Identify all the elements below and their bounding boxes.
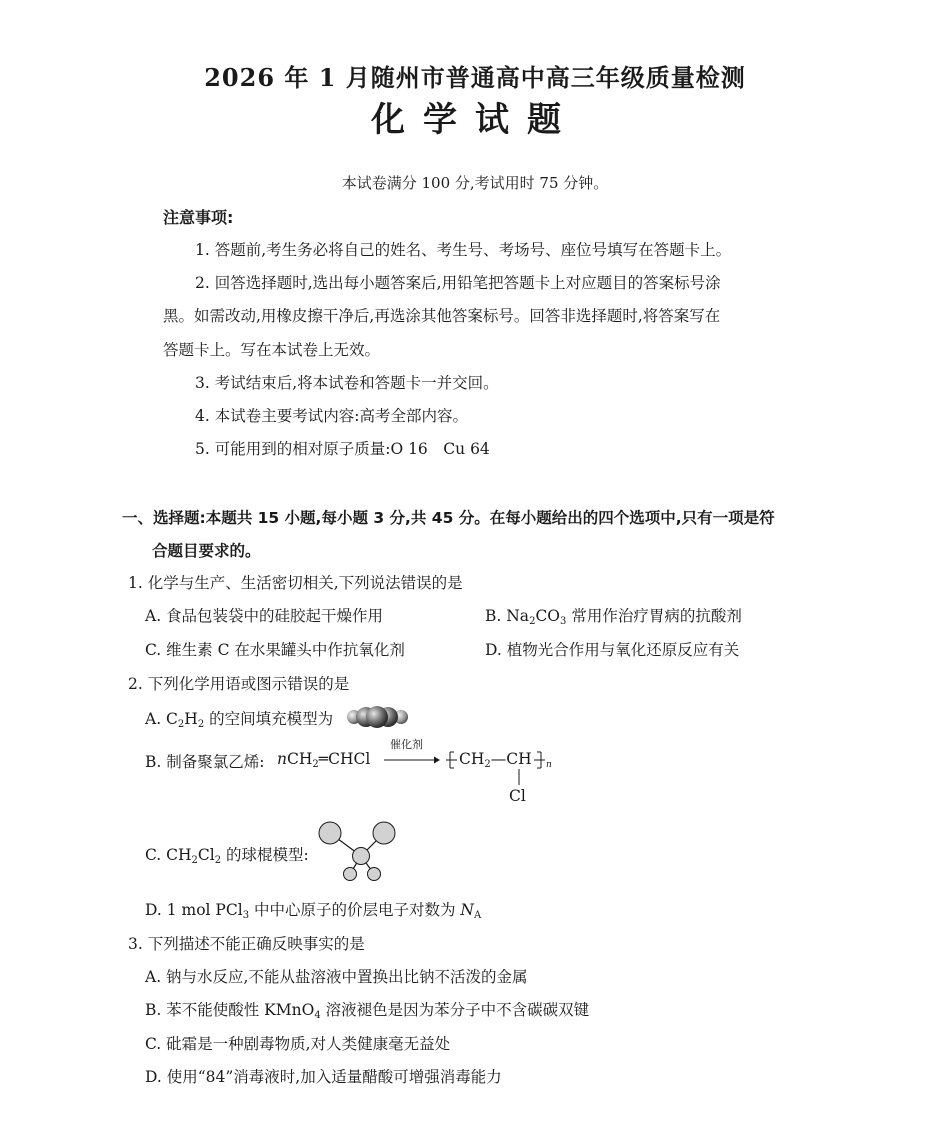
q3-stem: 3. 下列描述不能正确反映事实的是	[128, 935, 365, 953]
notice-item: 答题卡上。写在本试卷上无效。	[163, 341, 381, 359]
cl-bond-icon	[517, 769, 521, 785]
q2-stem: 2. 下列化学用语或图示错误的是	[128, 675, 350, 693]
notice-item: 5. 可能用到的相对原子质量:O 16 Cu 64	[195, 440, 490, 458]
reaction-arrow-icon	[384, 755, 440, 765]
q2-option-a: A. $C_2H_2$ 的空间填充模型为	[145, 710, 334, 730]
q3-option-d: D. 使用“84”消毒液时,加入适量醋酸可增强消毒能力	[145, 1068, 502, 1086]
section-heading-cont: 合题目要求的。	[152, 542, 261, 560]
notice-item: 3. 考试结束后,将本试卷和答题卡一并交回。	[195, 374, 499, 392]
q1-option-d: D. 植物光合作用与氧化还原反应有关	[485, 641, 740, 659]
catalyst-label: 催化剂	[390, 738, 423, 751]
exam-intro: 本试卷满分 100 分,考试用时 75 分钟。	[341, 174, 609, 192]
ch2cl2-ball-and-stick-model	[312, 818, 402, 884]
notice-item: 2. 回答选择题时,选出每小题答案后,用铅笔把答题卡上对应题目的答案标号涂	[195, 274, 721, 292]
q1-option-b: B. $Na_2CO_3$ 常用作治疗胃病的抗酸剂	[485, 607, 742, 627]
notice-item: 黑。如需改动,用橡皮擦干净后,再选涂其他答案标号。回答非选择题时,将答案写在	[163, 307, 721, 325]
polymer-bracket-left-icon	[444, 751, 458, 769]
q2-option-b-reactant: nCH$_2$═CHCl	[277, 750, 371, 770]
q3-option-c: C. 砒霜是一种剧毒物质,对人类健康毫无益处	[145, 1035, 451, 1053]
c2h2-space-filling-model	[345, 704, 410, 730]
q3-option-b: B. 苯不能使酸性 KMnO$_4$ 溶液褪色是因为苯分子中不含碳碳双键	[145, 1001, 590, 1021]
q1-option-a: A. 食品包装袋中的硅胶起干燥作用	[145, 607, 384, 625]
q2-option-b-product: $CH_2—CH$	[459, 750, 532, 770]
polymer-bracket-right-icon	[533, 751, 547, 769]
q2-option-d: D. 1 mol PCl$_3$ 中中心原子的价层电子对数为 $N_A$	[145, 901, 482, 921]
q2-option-b-label: B. 制备聚氯乙烯:	[145, 753, 265, 771]
q2-option-b-cl: Cl	[509, 787, 526, 805]
q1-option-c: C. 维生素 C 在水果罐头中作抗氧化剂	[145, 641, 405, 659]
section-heading: 一、选择题:本题共 15 小题,每小题 3 分,共 45 分。在每小题给出的四个选项中,只有一项是符	[122, 509, 775, 527]
q2-option-c: C. $CH_2Cl_2$ 的球棍模型:	[145, 846, 309, 866]
q1-stem: 1. 化学与生产、生活密切相关,下列说法错误的是	[128, 574, 463, 592]
notice-item: 1. 答题前,考生务必将自己的姓名、考生号、考场号、座位号填写在答题卡上。	[195, 241, 732, 259]
polymer-degree: n	[546, 760, 552, 770]
q3-option-a: A. 钠与水反应,不能从盐溶液中置换出比钠不活泼的金属	[145, 968, 528, 986]
exam-title: 2026 年 1 月随州市普通高中高三年级质量检测	[204, 63, 746, 92]
subject-title: 化学试题	[371, 100, 579, 140]
notice-item: 4. 本试卷主要考试内容:高考全部内容。	[195, 407, 468, 425]
notice-heading: 注意事项:	[163, 208, 234, 227]
